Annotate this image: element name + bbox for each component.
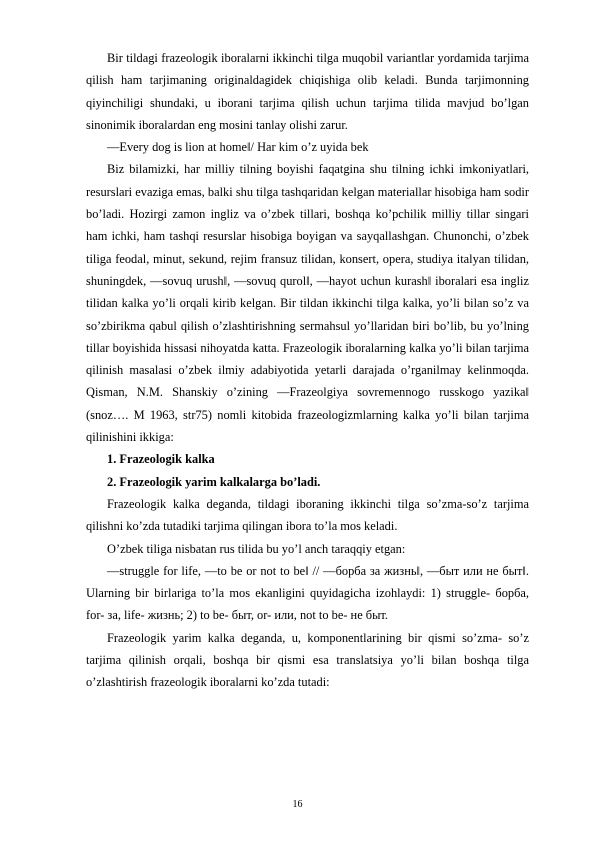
- paragraph-intro: Bir tildagi frazeologik iboralarni ikkinchi tilga muqobil variantlar yordamida tarjima qilish ham tarjimaning originaldagidek chiqishiga olib keladi. Bunda tarjimonning qiyinchiligi shundaki, u iborani tarjima qilish uchun tarjima tilida mavjud bo’lgan sinonimik iboralardan eng mosini tanlay olishi zarur.: [86, 51, 529, 132]
- page-number: 16: [292, 799, 303, 810]
- list-item-phraseological-semi-calque: 2. Frazeologik yarim kalkalarga bo’ladi.: [107, 474, 321, 489]
- paragraph-calque-definition: Frazeologik kalka deganda, tildagi iboraning ikkinchi tilga so’zma-so’z tarjima qilishni ko’zda tutadiki tarjima qilingan ibora to’la mos keladi.: [86, 496, 529, 534]
- paragraph-russian-note: O’zbek tiliga nisbatan rus tilida bu yo’l anch taraqqiy etgan:: [107, 541, 406, 556]
- proverb-example: ―Every dog is lion at home‖/ Har kim o’z uyida bek: [107, 140, 369, 155]
- page-body: [86, 47, 529, 694]
- paragraph-semi-calque-definition: Frazeologik yarim kalka deganda, u, komponentlarining bir qismi so’zma- so’z tarjima qilinish orqali, boshqa bir qismi esa translatsiya yo’li bilan boshqa tilga o’zlashtirish frazeologik iboralarni ko’zda tutadi:: [86, 630, 529, 690]
- list-item-phraseological-calque: 1. Frazeologik kalka: [107, 452, 215, 467]
- paragraph-calque-discussion: Biz bilamizki, har milliy tilning boyishi faqatgina shu tilning ichki imkoniyatlari, resurslari evaziga emas, balki shu tilga tashqaridan kelgan materiallar hisobiga ham sodir bo’ladi. Hozirgi zamon ingliz va o’zbek tillari, boshqa ko’pchilik milliy tillar singari ham ichki, ham tashqi resurslar hisobiga boyigan va sayqallashgan. Chunonchi, o’zbek tiliga feodal, minut, sekund, rejim fransuz tilidan, konsert, opera, studiya italyan tilidan, shuningdek, ―sovuq urush‖, ―sovuq qurol‖, ―hayot uchun kurash‖ iboralari esa ingliz tilidan kalka yo’li orqali kirib kelgan. Bir tildan ikkinchi tilga kalka, yo’li bilan so’z va so’zbirikma qabul qilish o’zlashtirishning sermahsul yo’llaridan biri bo’lib, bu yo’lning tillar boyishida hissasi nihoyatda katta. Frazeologik iboralarning kalka yo’li bilan tarjima qilinish masalasi o’zbek ilmiy adabiyotida yetarli darajada o’rganilmay kelinmoqda. Qisman, N.M. Shanskiy o’zining ―Frazeolgiya sovremennogo russkogo yazika‖ (snoz…. M 1963, str75) nomli kitobida frazeologizmlarning kalka yo’li bilan tarjima qilinishini ikkiga:: [86, 162, 529, 445]
- paragraph-examples: ―struggle for life, ―to be or not to be‖ // ―борба за жизнь‖, ―быт или не быт‖. Ularning bir birlariga to’la mos ekanligini quyidagicha izohlaydi: 1) struggle- борба, for- за, life- жизнь; 2) to be- быт, or- или, not to be- не быт.: [86, 563, 529, 623]
